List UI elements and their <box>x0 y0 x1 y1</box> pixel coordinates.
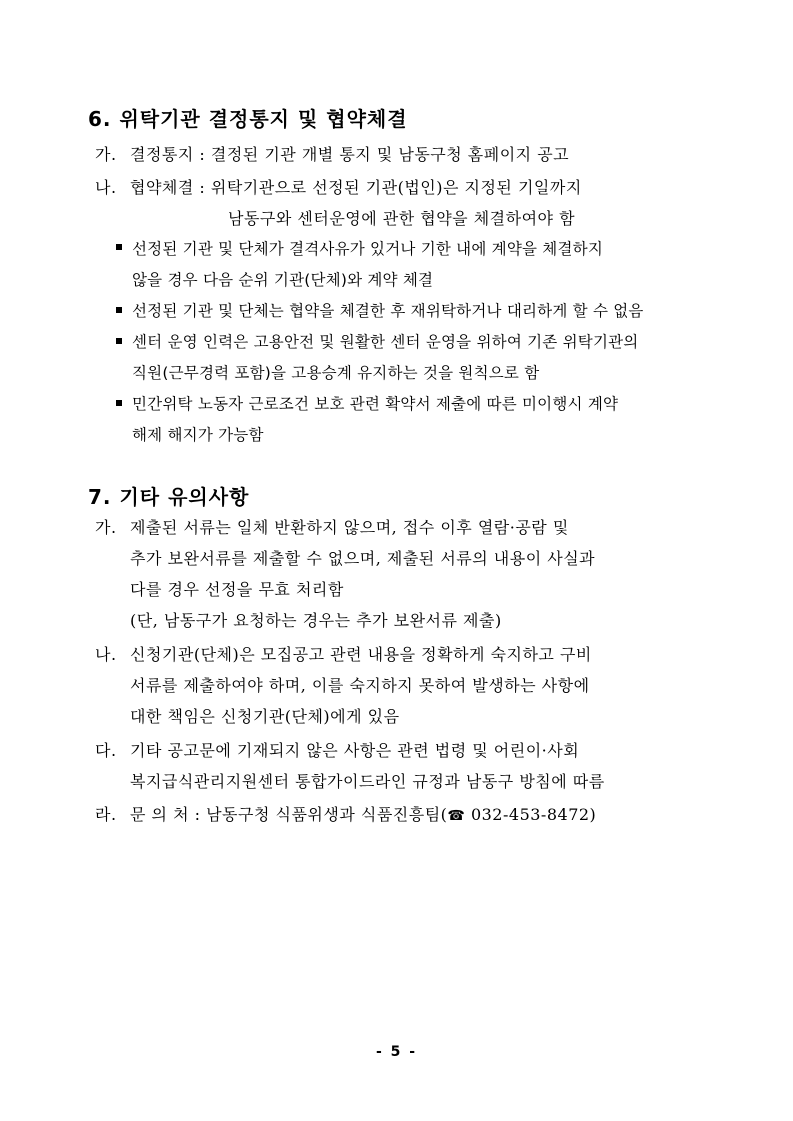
bullet-2-line-1: 선정된 기관 및 단체는 협약을 체결한 후 재위탁하거나 대리하게 할 수 없음 <box>132 302 644 320</box>
section-6-heading: 6. 위탁기관 결정통지 및 협약체결 <box>88 107 408 131</box>
item-ga-line-4: (단, 남동구가 요청하는 경우는 추가 보완서류 제출) <box>130 611 502 630</box>
bullet-1-line-2: 않을 경우 다음 순위 기관(단체)와 계약 체결 <box>132 271 434 289</box>
bullet-marker <box>116 244 122 250</box>
bullet-1-line-1: 선정된 기관 및 단체가 결격사유가 있거나 기한 내에 계약을 체결하지 <box>132 240 603 258</box>
phone-icon: ☎ <box>447 808 466 824</box>
item-na-marker: 나. <box>95 178 117 197</box>
contact-phone: 032-453-8472) <box>465 805 597 824</box>
bullet-4-line-2: 해제 해지가 가능함 <box>132 426 264 444</box>
item-ga-line-1: 제출된 서류는 일체 반환하지 않으며, 접수 이후 열람·공람 및 <box>130 518 569 537</box>
bullet-3-line-1: 센터 운영 인력은 고용안전 및 원활한 센터 운영을 위하여 기존 위탁기관의 <box>132 333 639 351</box>
item-ga-line-3: 다를 경우 선정을 무효 처리함 <box>130 580 344 599</box>
bullet-marker <box>116 338 122 344</box>
item-ga-marker: 가. <box>95 145 117 164</box>
item-ga-text: 결정통지 : 결정된 기관 개별 통지 및 남동구청 홈페이지 공고 <box>130 145 570 164</box>
item-ra-marker: 라. <box>95 805 117 824</box>
item-na-line-3: 대한 책임은 신청기관(단체)에게 있음 <box>130 707 400 726</box>
item-da-marker: 다. <box>95 741 117 760</box>
item-da-line-2: 복지급식관리지원센터 통합가이드라인 규정과 남동구 방침에 따름 <box>130 772 605 791</box>
contact-label: 문 의 처 : 남동구청 식품위생과 식품진흥팀( <box>130 805 448 824</box>
item-ga-marker: 가. <box>95 518 117 537</box>
item-na-line-1: 협약체결 : 위탁기관으로 선정된 기관(법인)은 지정된 기일까지 <box>130 178 582 197</box>
bullet-4-line-1: 민간위탁 노동자 근로조건 보호 관련 확약서 제출에 따른 미이행시 계약 <box>132 395 619 413</box>
item-da-line-1: 기타 공고문에 기재되지 않은 사항은 관련 법령 및 어린이·사회 <box>130 741 580 760</box>
item-na-marker: 나. <box>95 645 117 664</box>
section-7-heading: 7. 기타 유의사항 <box>88 485 250 509</box>
item-na-line-1: 신청기관(단체)은 모집공고 관련 내용을 정확하게 숙지하고 구비 <box>130 645 592 664</box>
bullet-marker <box>116 400 122 406</box>
bullet-3-line-2: 직원(근무경력 포함)을 고용승계 유지하는 것을 원칙으로 함 <box>132 364 540 382</box>
item-ga-line-2: 추가 보완서류를 제출할 수 없으며, 제출된 서류의 내용이 사실과 <box>130 549 596 568</box>
contact-line <box>130 802 596 825</box>
item-na-line-2: 서류를 제출하여야 하며, 이를 숙지하지 못하여 발생하는 사항에 <box>130 676 590 695</box>
bullet-marker <box>116 307 122 313</box>
page-number: - 5 - <box>375 1044 418 1060</box>
item-na-line-2: 남동구와 센터운영에 관한 협약을 체결하여야 함 <box>228 209 576 228</box>
